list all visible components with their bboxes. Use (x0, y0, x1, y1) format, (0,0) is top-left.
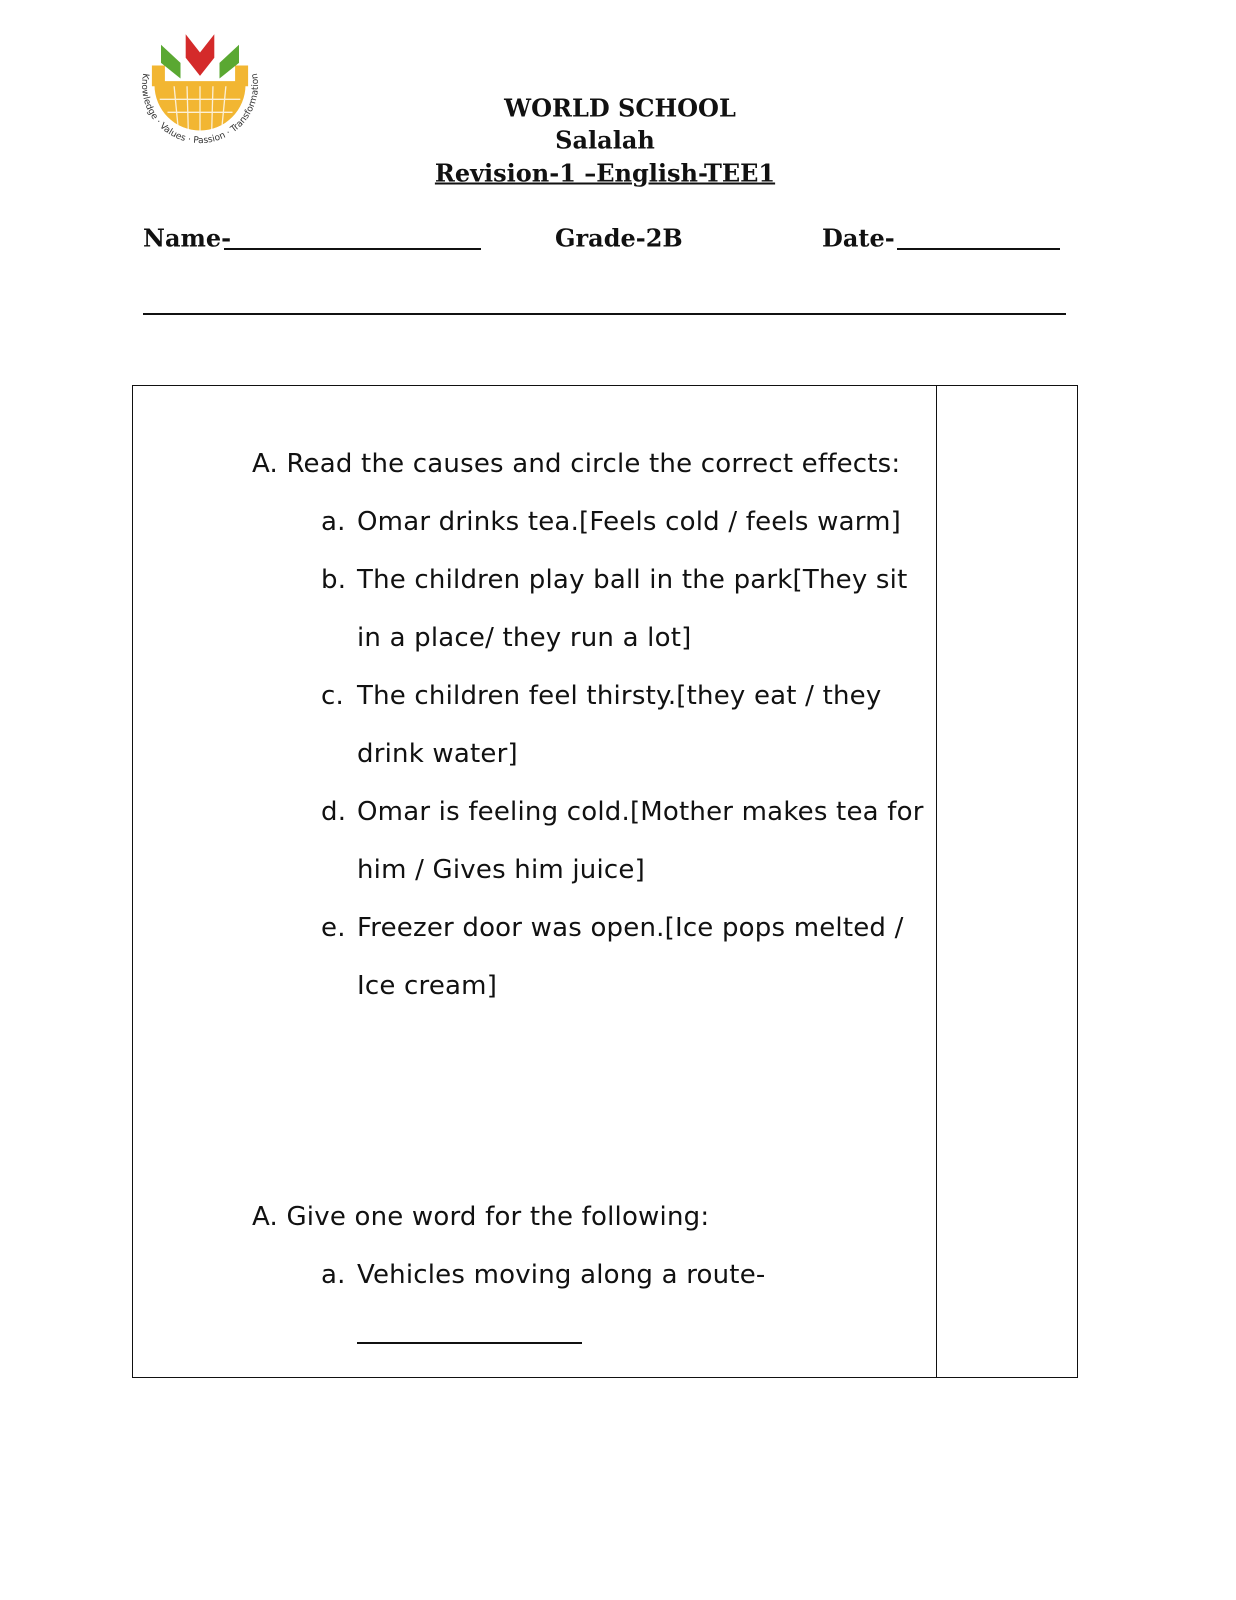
date-label: Date- (822, 223, 895, 253)
marks-column-divider (936, 385, 937, 1378)
item-text: Vehicles moving along a route- (357, 1260, 766, 1290)
section-heading: A. Give one word for the following: (252, 1202, 710, 1232)
header-divider (143, 313, 1066, 315)
item-text: drink water] (357, 739, 518, 769)
name-label: Name- (143, 223, 232, 253)
item-text: The children play ball in the park[They sit (357, 565, 908, 595)
answer-blank[interactable] (357, 1342, 582, 1344)
worksheet-title: Revision-1 –English-TEE1 (434, 158, 776, 188)
section-heading: A. Read the causes and circle the correct effects: (252, 449, 901, 479)
item-label: e. (321, 913, 346, 943)
item-text: Ice cream] (357, 971, 498, 1001)
item-text: in a place/ they run a lot] (357, 623, 692, 653)
name-blank[interactable] (224, 248, 481, 250)
item-text: Omar drinks tea.[Feels cold / feels warm] (357, 507, 902, 537)
item-label: c. (321, 681, 344, 711)
date-blank[interactable] (897, 248, 1060, 250)
item-text: Omar is feeling cold.[Mother makes tea for (357, 797, 924, 827)
school-logo (130, 28, 270, 152)
item-label: a. (321, 507, 346, 537)
item-text: Freezer door was open.[Ice pops melted / (357, 913, 904, 943)
item-label: a. (321, 1260, 346, 1290)
item-text: The children feel thirsty.[they eat / they (357, 681, 882, 711)
school-name: WORLD SCHOOL (504, 93, 736, 123)
item-text: him / Gives him juice] (357, 855, 645, 885)
grade-label: Grade-2B (555, 223, 683, 253)
item-label: d. (321, 797, 347, 827)
item-label: b. (321, 565, 347, 595)
school-city: Salalah (555, 125, 655, 155)
logo-motto: Knowledge · Values · Passion · Transformation (138, 72, 262, 147)
